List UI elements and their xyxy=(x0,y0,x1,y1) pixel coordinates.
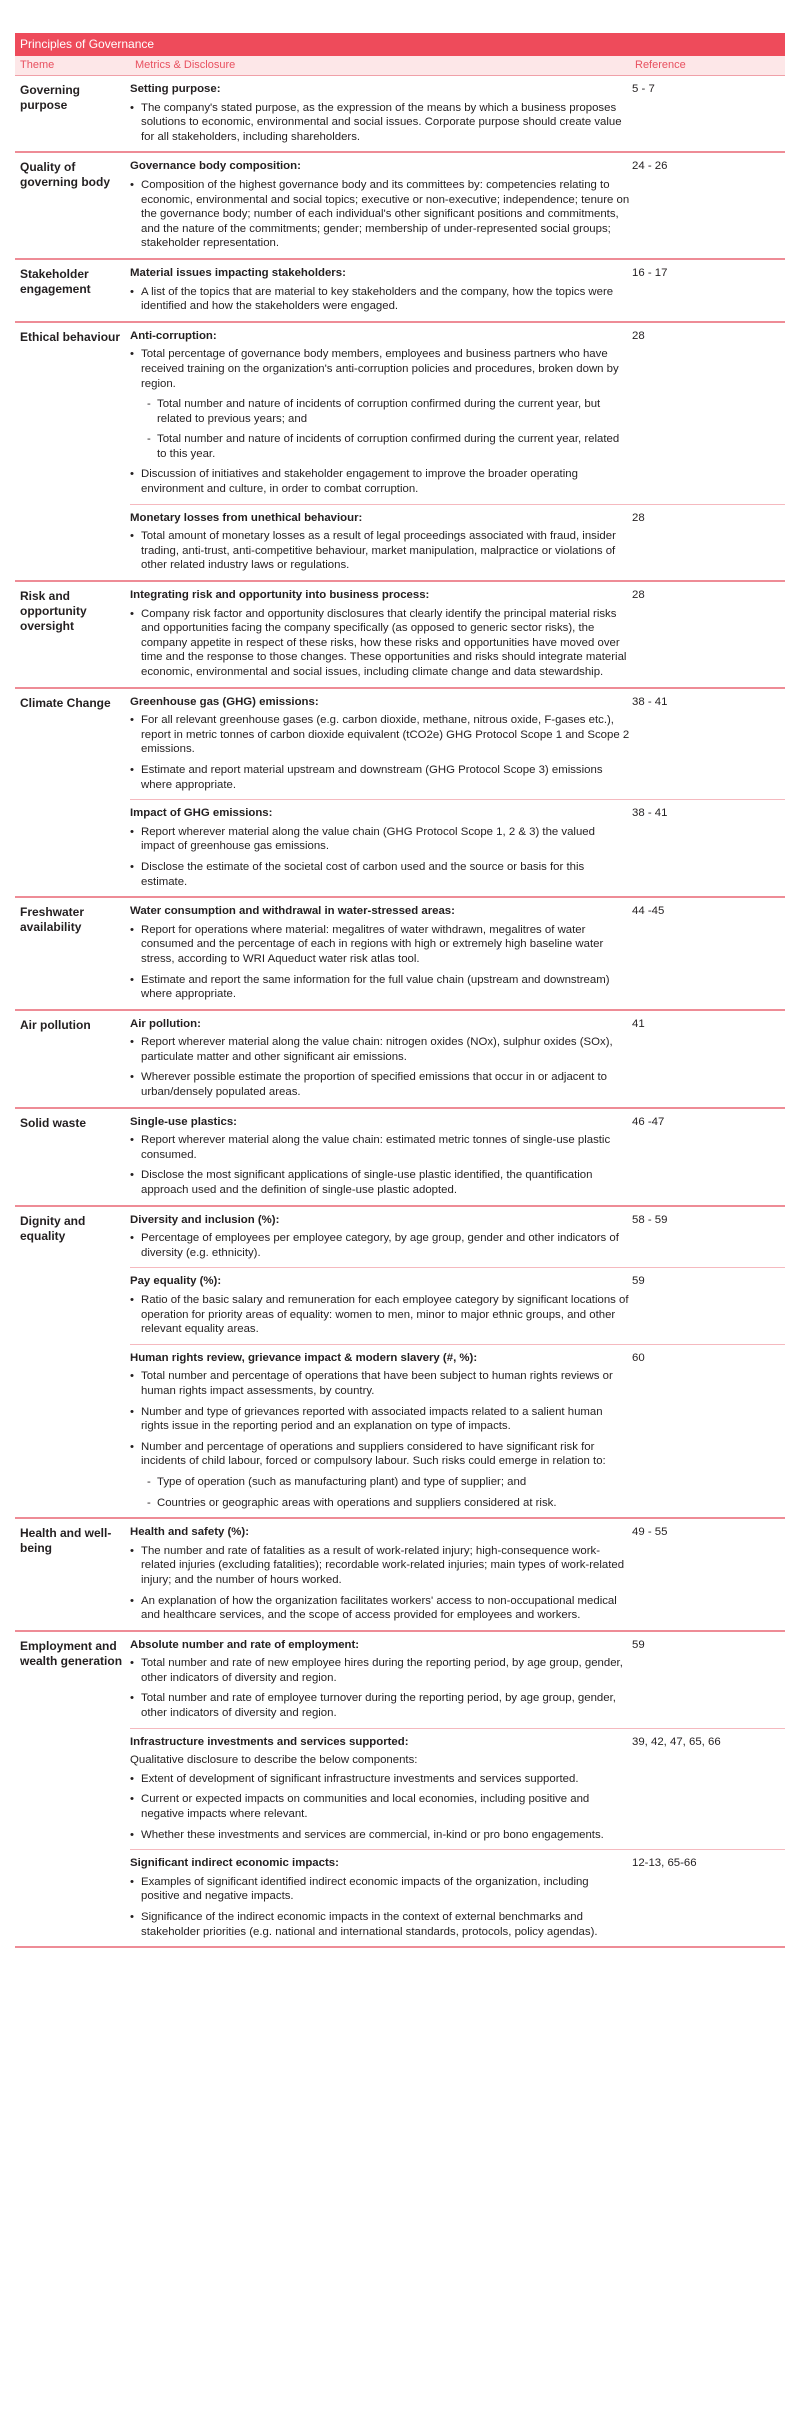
bullet-text: Significance of the indirect economic impacts in the context of external benchmarks and stakeholder priorities (e.g. national and international standards, protocols, policy agendas). xyxy=(141,1911,598,1938)
bullet-text: Company risk factor and opportunity disclosures that clearly identify the principal material risks and opportunities facing the company specifically (as opposed to generic sector risks), the company appetite in respect of these risks, how these risks and opportunities have moved over time and the response to those changes. These opportunities and risks should integrate material economic, environmental and social issues, including climate change and data stewardship. xyxy=(141,607,627,678)
bullet-text: A list of the topics that are material to key stakeholders and the company, how the topics were identified and how the stakeholders were engaged. xyxy=(141,285,614,313)
bullet-list xyxy=(130,529,630,573)
metric-row xyxy=(130,1011,785,1107)
metric-reference: 28 xyxy=(632,589,645,602)
metric-body xyxy=(130,588,630,680)
bullet-text: Ratio of the basic salary and remuneration for each employee category by significant locations of operation for priority areas of equality: women to men, minor to major ethnic groups, and other relevant equality areas. xyxy=(141,1294,629,1336)
bullet-text: Composition of the highest governance body and its committees by: competencies relating to economic, environmental and social topics; executive or non-executive; independence; tenure on the governance body; number of each individual's other significant positions and commitments, and the nature of the commitments; gender; membership of under-represented social groups; stakeholder representation. xyxy=(141,178,630,250)
column-headers xyxy=(15,56,785,76)
bullet-text: Number and type of grievances reported with associated impacts related to a salient human rights issue in the reporting period and an explanation on type of impacts. xyxy=(141,1405,603,1433)
metric-reference: 59 xyxy=(632,1638,645,1651)
bullet-text: Report for operations where material: megalitres of water withdrawn, megalitres of water consumed and the percentage of each in regions with high or extremely high baseline water stress, according to WRI Aqueduct water risk atlas tool. xyxy=(141,923,604,965)
bullet-text: Number and percentage of operations and suppliers considered to have significant risk for incidents of child labour, forced or compulsory labour. Such risks could emerge in relation to: xyxy=(141,1440,606,1468)
theme-name: Ethical behaviour xyxy=(20,329,121,344)
metrics-column xyxy=(130,898,785,1009)
bullet-list xyxy=(130,101,630,145)
theme-row xyxy=(15,1011,785,1109)
metric-body xyxy=(130,1525,630,1623)
column-header-reference: Reference xyxy=(635,59,686,71)
dash-list xyxy=(141,397,630,461)
bullet-item xyxy=(130,101,630,145)
metric-body xyxy=(130,1017,630,1100)
bullet-text: Total amount of monetary losses as a result of legal proceedings associated with fraud, insider trading, anti-trust, anti-competitive behaviour, market manipulation, malpractice or violations of other related industry laws or regulations. xyxy=(141,530,616,572)
bullet-item xyxy=(130,178,630,251)
metric-reference: 28 xyxy=(632,329,645,342)
metric-reference: 5 - 7 xyxy=(632,83,655,95)
bullet-item xyxy=(130,1828,630,1843)
metric-reference: 46 -47 xyxy=(632,1115,665,1128)
bullet-item xyxy=(130,1369,630,1398)
metric-row xyxy=(130,1207,785,1268)
bullet-item xyxy=(130,825,630,854)
theme-row xyxy=(15,1632,785,1949)
bullet-text: Estimate and report material upstream and downstream (GHG Protocol Scope 3) emissions where appropriate. xyxy=(141,763,603,791)
metric-title: Greenhouse gas (GHG) emissions: xyxy=(130,695,319,708)
theme-row xyxy=(15,1519,785,1632)
bullet-list xyxy=(130,1035,630,1099)
metric-reference: 39, 42, 47, 65, 66 xyxy=(632,1735,721,1748)
theme-name: Air pollution xyxy=(20,1017,91,1032)
theme-row xyxy=(15,582,785,689)
bullet-text: Total number and rate of new employee hires during the reporting period, by age group, gender, other indicators of diversity and region. xyxy=(141,1657,623,1684)
bullet-list xyxy=(130,347,630,496)
metric-intro: Qualitative disclosure to describe the below components: xyxy=(130,1754,418,1767)
bullet-list xyxy=(130,713,630,792)
metric-body xyxy=(130,806,630,889)
metric-title: Infrastructure investments and services supported: xyxy=(130,1735,409,1748)
dash-item: - Type of operation (such as manufacturing plant) and type of supplier; and xyxy=(141,1475,630,1490)
metric-body xyxy=(130,1274,630,1336)
metric-reference: 24 - 26 xyxy=(632,160,668,173)
bullet-text: Whether these investments and services are commercial, in-kind or pro bono engagements. xyxy=(141,1828,604,1841)
bullet-text: An explanation of how the organization facilitates workers' access to non-occupational medical and healthcare services, and the scope of access provided for employees and workers. xyxy=(141,1594,617,1622)
metric-body xyxy=(130,1115,630,1198)
bullet-item xyxy=(130,763,630,792)
bullet-item xyxy=(130,1293,630,1337)
theme-row xyxy=(15,260,785,323)
column-header-theme: Theme xyxy=(20,59,55,71)
metrics-column xyxy=(130,323,785,580)
bullet-list xyxy=(130,923,630,1002)
bullet-list xyxy=(130,1133,630,1197)
metric-row xyxy=(130,76,785,151)
metrics-column xyxy=(130,1207,785,1518)
bullet-text: Disclose the estimate of the societal cost of carbon used and the source or basis for this estimate. xyxy=(141,860,585,888)
theme-name: Dignity and equality xyxy=(20,1213,86,1243)
bullet-text: For all relevant greenhouse gases (e.g. carbon dioxide, methane, nitrous oxide, F-gases etc.), report in metric tonnes of carbon dioxide equivalent (tCO2e) GHG Protocol Scope 1 and Scope 2 emissions. xyxy=(141,714,630,756)
metric-title: Pay equality (%): xyxy=(130,1275,222,1288)
metric-row xyxy=(130,1632,785,1728)
theme-row xyxy=(15,323,785,582)
theme-name: Governing purpose xyxy=(20,83,81,112)
metric-reference: 38 - 41 xyxy=(632,807,668,820)
metrics-column xyxy=(130,1632,785,1947)
metric-body xyxy=(130,82,630,144)
bullet-item xyxy=(130,1231,630,1260)
bullet-list xyxy=(130,1293,630,1337)
bullet-text: Total percentage of governance body members, employees and business partners who have received training on the organization's anti-corruption policies and procedures, broken down by region. xyxy=(141,348,619,390)
metric-reference: 28 xyxy=(632,511,645,524)
metrics-column xyxy=(130,582,785,687)
metric-reference: 41 xyxy=(632,1017,645,1030)
metric-title: Health and safety (%): xyxy=(130,1526,249,1539)
metric-title: Monetary losses from unethical behaviour: xyxy=(130,511,363,524)
bullet-text: The company's stated purpose, as the expression of the means by which a business proposes solutions to economic, environmental and social issues. Corporate purpose should create value for all stakeholders, including shareholders. xyxy=(141,101,622,143)
bullet-item xyxy=(130,923,630,967)
bullet-list xyxy=(130,178,630,251)
theme-row xyxy=(15,898,785,1011)
bullet-list xyxy=(130,1231,630,1260)
bullet-list xyxy=(130,1369,630,1510)
metric-row xyxy=(130,689,785,800)
metric-row xyxy=(130,1109,785,1205)
metric-title: Impact of GHG emissions: xyxy=(130,807,273,820)
metric-reference: 59 xyxy=(632,1275,645,1288)
metric-body xyxy=(130,159,630,251)
column-header-metrics: Metrics & Disclosure xyxy=(135,59,236,71)
bullet-item xyxy=(130,529,630,573)
bullet-list xyxy=(130,1656,630,1720)
bullet-item xyxy=(130,1656,630,1685)
metric-title: Significant indirect economic impacts: xyxy=(130,1857,339,1870)
table-title: Principles of Governance xyxy=(15,33,785,56)
metrics-column xyxy=(130,1519,785,1630)
bullet-item xyxy=(130,1070,630,1099)
metric-title: Integrating risk and opportunity into business process: xyxy=(130,589,430,602)
bullet-item xyxy=(130,1035,630,1064)
metric-row xyxy=(130,1267,785,1343)
bullet-item xyxy=(130,285,630,314)
metric-body xyxy=(130,266,630,314)
bullet-text: Total number and rate of employee turnover during the reporting period, by age group, gender, other indicators of diversity and region. xyxy=(141,1692,616,1720)
bullet-item xyxy=(130,1440,630,1510)
bullet-list xyxy=(130,607,630,680)
bullet-item xyxy=(130,1875,630,1904)
bullet-list xyxy=(130,1544,630,1623)
theme-row xyxy=(15,76,785,153)
metric-title: Absolute number and rate of employment: xyxy=(130,1638,360,1651)
metric-title: Anti-corruption: xyxy=(130,329,217,342)
bullet-item xyxy=(130,1168,630,1197)
theme-name: Quality of governing body xyxy=(20,160,110,190)
bullet-text: Total number and percentage of operations that have been subject to human rights reviews or human rights impact assessments, by country. xyxy=(141,1370,613,1397)
bullet-item xyxy=(130,860,630,889)
metric-row xyxy=(130,582,785,687)
bullet-text: Report wherever material along the value chain: nitrogen oxides (NOx), sulphur oxides (SOx), particulate matter and other significant air emissions. xyxy=(141,1036,613,1063)
theme-row xyxy=(15,1109,785,1207)
metric-row xyxy=(130,1849,785,1946)
bullet-item xyxy=(130,1691,630,1720)
theme-name: Solid waste xyxy=(20,1115,87,1130)
metric-reference: 16 - 17 xyxy=(632,266,668,279)
bullet-item xyxy=(130,713,630,757)
metric-title: Governance body composition: xyxy=(130,160,301,173)
bullet-text: Report wherever material along the value chain: estimated metric tonnes of single-use plastic consumed. xyxy=(141,1134,611,1161)
bullet-item xyxy=(130,1133,630,1162)
metric-row xyxy=(130,898,785,1009)
metrics-column xyxy=(130,1011,785,1107)
metric-row xyxy=(130,260,785,321)
theme-name: Risk and opportunity oversight xyxy=(20,589,87,634)
metric-body xyxy=(130,1351,630,1510)
metrics-column xyxy=(130,76,785,151)
metric-title: Human rights review, grievance impact & modern slavery (#, %): xyxy=(130,1351,478,1364)
metric-title: Diversity and inclusion (%): xyxy=(130,1213,280,1226)
metric-body xyxy=(130,695,630,793)
metric-row xyxy=(130,1519,785,1630)
bullet-list xyxy=(130,1875,630,1939)
metric-reference: 58 - 59 xyxy=(632,1213,668,1226)
theme-name: Freshwater availability xyxy=(20,905,85,935)
dash-item: - Countries or geographic areas with operations and suppliers considered at risk. xyxy=(141,1496,630,1511)
bullet-text: Current or expected impacts on communities and local economies, including positive and negative impacts where relevant. xyxy=(141,1793,590,1821)
bullet-item xyxy=(130,1544,630,1588)
bullet-list xyxy=(130,285,630,314)
bullet-item xyxy=(130,1772,630,1787)
dash-item: - Total number and nature of incidents of corruption confirmed during the current year, but related to previous years; and xyxy=(141,397,630,426)
bullet-list xyxy=(130,825,630,889)
metric-reference: 49 - 55 xyxy=(632,1526,668,1539)
metric-title: Water consumption and withdrawal in water-stressed areas: xyxy=(130,905,455,918)
bullet-item xyxy=(130,1594,630,1623)
metrics-column xyxy=(130,689,785,897)
metrics-column xyxy=(130,153,785,258)
metric-body xyxy=(130,1638,630,1721)
metric-reference: 38 - 41 xyxy=(632,695,668,708)
metric-row xyxy=(130,1728,785,1850)
theme-row xyxy=(15,689,785,899)
metrics-column xyxy=(130,1109,785,1205)
bullet-item xyxy=(130,607,630,680)
theme-row xyxy=(15,1207,785,1520)
metric-body xyxy=(130,329,630,497)
bullet-text: Extent of development of significant infrastructure investments and services supported. xyxy=(141,1772,579,1785)
metric-body xyxy=(130,904,630,1002)
metric-body xyxy=(130,1856,630,1939)
bullet-text: Estimate and report the same information for the full value chain (upstream and downstream) where appropriate. xyxy=(141,973,610,1001)
theme-name: Climate Change xyxy=(20,695,111,710)
metric-row xyxy=(130,323,785,504)
governance-page xyxy=(15,0,785,1948)
metric-title: Material issues impacting stakeholders: xyxy=(130,266,346,279)
bullet-item xyxy=(130,1910,630,1939)
bullet-item xyxy=(130,347,630,461)
metric-row xyxy=(130,799,785,896)
bullet-item xyxy=(130,467,630,496)
bullet-text: Wherever possible estimate the proportion of specified emissions that occur in or adjacent to urban/densely populated areas. xyxy=(141,1071,607,1099)
metric-row xyxy=(130,504,785,580)
metric-reference: 12-13, 65-66 xyxy=(632,1857,697,1870)
metric-title: Setting purpose: xyxy=(130,83,221,95)
metric-title: Air pollution: xyxy=(130,1017,201,1030)
metric-title: Single-use plastics: xyxy=(130,1115,237,1128)
theme-name: Health and well-being xyxy=(20,1526,112,1556)
bullet-text: Report wherever material along the value chain (GHG Protocol Scope 1, 2 & 3) the valued impact of greenhouse gas emissions. xyxy=(141,825,595,853)
governance-table-body xyxy=(15,76,785,1948)
bullet-text: Discussion of initiatives and stakeholder engagement to improve the broader operating environment and culture, in order to combat corruption. xyxy=(141,468,578,496)
dash-list xyxy=(141,1475,630,1510)
bullet-text: The number and rate of fatalities as a result of work-related injury; high-consequence work-related injuries (excluding fatalities); recordable work-related injuries; main types of work-related injury; and the number of hours worked. xyxy=(141,1544,625,1586)
metric-row xyxy=(130,153,785,258)
metrics-column xyxy=(130,260,785,321)
bullet-list xyxy=(130,1772,630,1842)
bullet-item xyxy=(130,973,630,1002)
theme-name: Employment and wealth generation xyxy=(20,1638,123,1668)
theme-row xyxy=(15,153,785,260)
bullet-item xyxy=(130,1405,630,1434)
metric-reference: 60 xyxy=(632,1351,645,1364)
metric-reference: 44 -45 xyxy=(632,905,665,918)
bullet-item xyxy=(130,1792,630,1821)
metric-body xyxy=(130,1213,630,1261)
theme-name: Stakeholder engagement xyxy=(20,266,91,296)
bullet-text: Percentage of employees per employee category, by age group, gender and other indicators of diversity (e.g. ethnicity). xyxy=(141,1232,619,1259)
bullet-text: Examples of significant identified indirect economic impacts of the organization, including positive and negative impacts. xyxy=(141,1875,589,1903)
metric-body xyxy=(130,1735,630,1843)
metric-body xyxy=(130,511,630,573)
bullet-text: Disclose the most significant applications of single-use plastic identified, the quantification approach used and the definition of single-use plastic adopted. xyxy=(141,1169,593,1197)
metric-row xyxy=(130,1344,785,1517)
dash-item: - Total number and nature of incidents of corruption confirmed during the current year, related to this year. xyxy=(141,432,630,461)
